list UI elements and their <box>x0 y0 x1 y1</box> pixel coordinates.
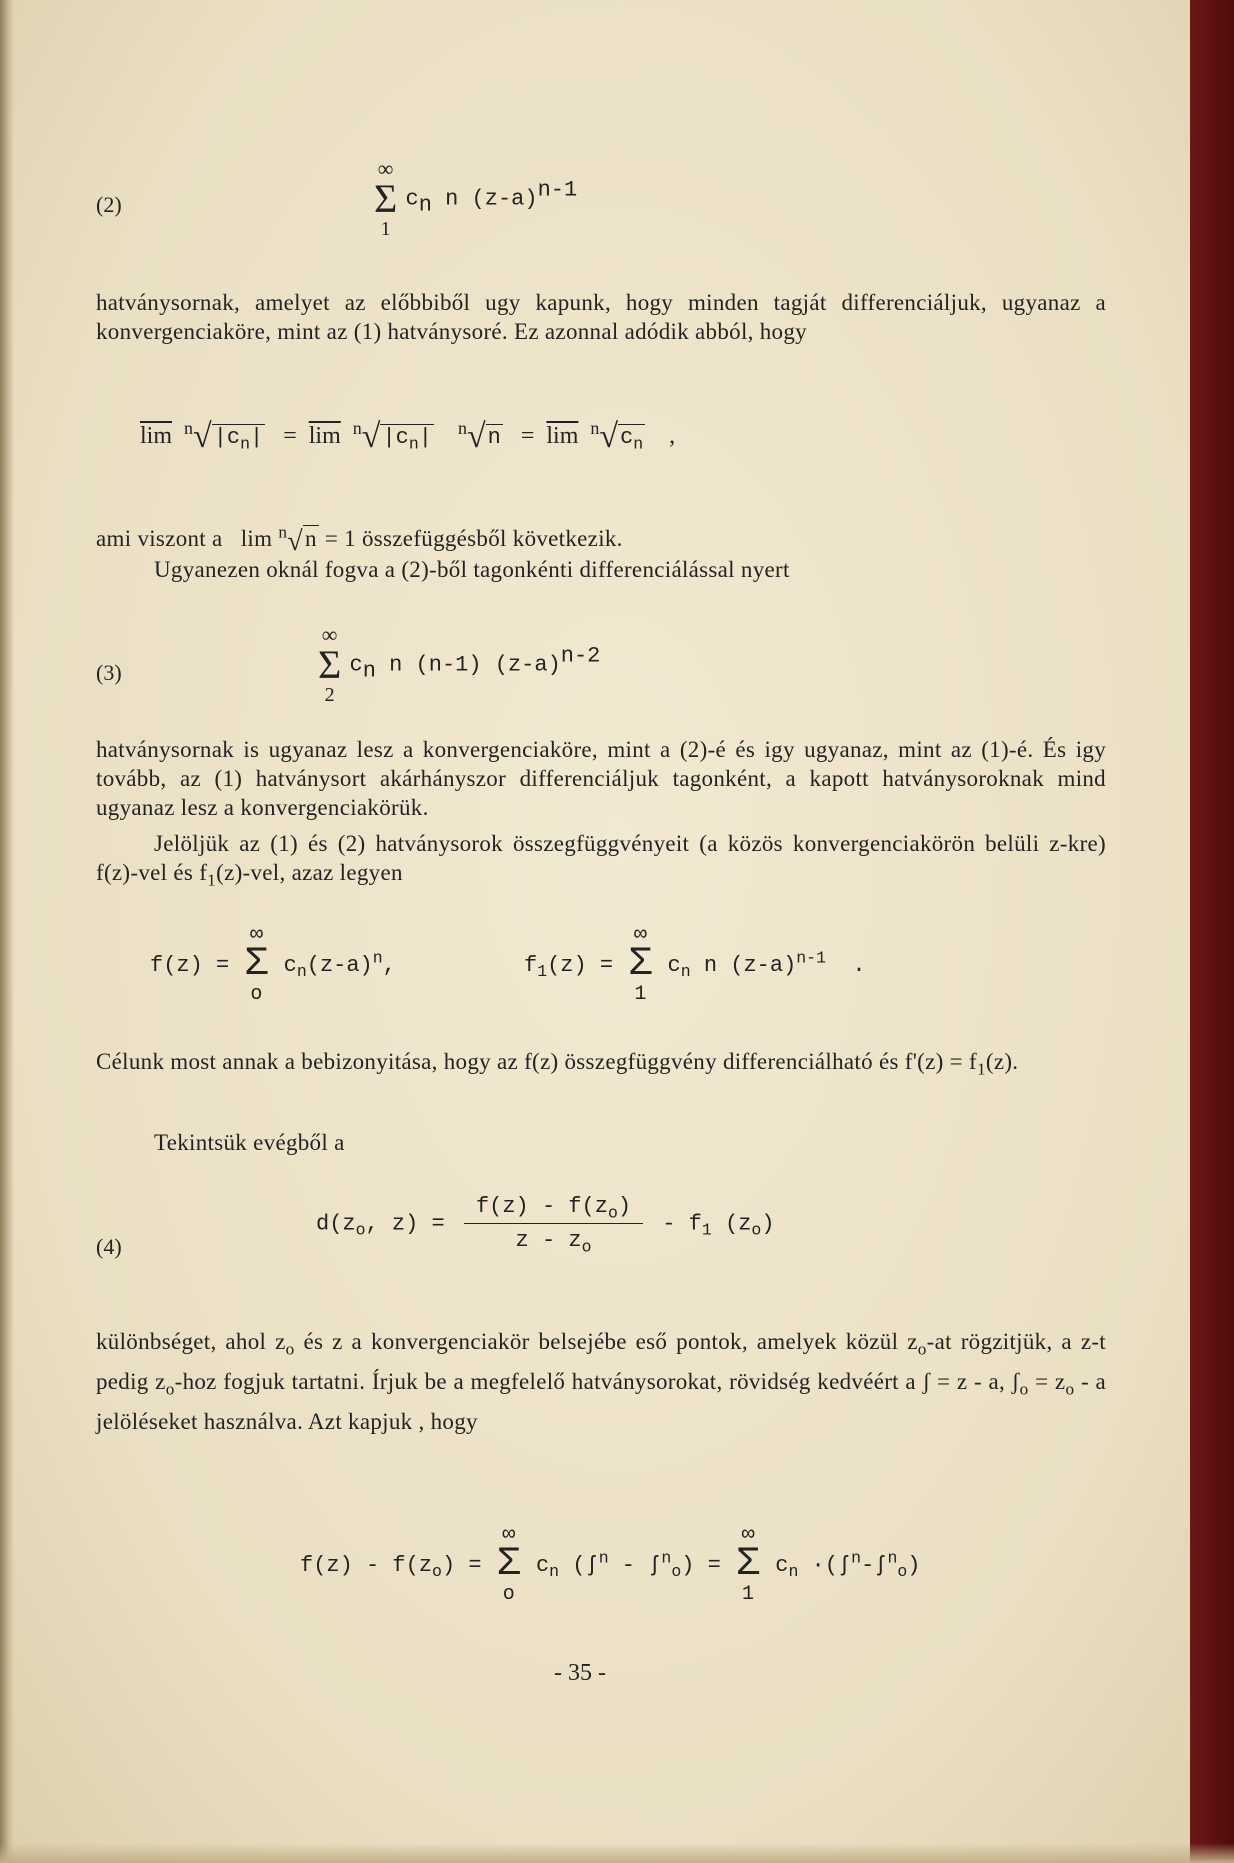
sigma-symbol: ∞ Σ 1 <box>628 922 653 1006</box>
sigma-symbol: ∞ Σ o <box>244 922 269 1006</box>
paragraph: Tekintsük evégből a <box>154 1130 345 1155</box>
root-sign-icon: √ <box>466 418 486 455</box>
book-spine-shadow <box>0 0 14 1863</box>
equation-2: ∞ Σ 1 $c_n$ n $(z-a)^{n-1}$ <box>374 156 578 240</box>
paragraph: Jelöljük az (1) és (2) hatványsorok összegfüggvényeit (a közös konvergenciakörön belüli z-kre) f(z)-vel és $f_1(z)$-vel, azaz legyen <box>96 831 1106 890</box>
equation-4: $d(z_o$, z) = $\frac{f(z) - f(z_o)}{z - z_o}$ - $f_1$ $(z_o)$ <box>316 1194 775 1257</box>
limit-equation: $\overline{lim}$ $^n√|c_n|$ = $\overline{lim}$ $^n√|c_n|$ $^n$√n = $\overline{lim}$ $^n√c_n$ , <box>140 418 676 455</box>
sigma-symbol: ∞ Σ 2 <box>318 622 342 706</box>
equation-3: ∞ Σ 2 $c_n$ n (n-1) $(z-a)^{n-2}$ <box>318 622 601 706</box>
bottom-edge-shadow <box>0 1843 1234 1863</box>
sigma-symbol: ∞ Σ o <box>496 1522 521 1606</box>
series-difference-equation: $f(z) - f(z_o)$ = ∞ Σ o $c_n$ (ʃ$^n$ - ʃ$^n_o$) = ∞ Σ 1 $c_n$ ·(ʃ$^n$-ʃ$^n_o$) <box>300 1522 921 1606</box>
paragraph: hatványsornak, amelyet az előbbiből ugy kapunk, hogy minden tagját differenciáljuk, ugyanaz a konvergenciaköre, mint az (1) hatványsoré. Ez azonnal adódik abból, hogy <box>96 290 1106 344</box>
root-sign-icon: √ <box>287 526 303 557</box>
difference-quotient: $\frac{f(z) - f(z_o)}{z - z_o}$ <box>464 1194 643 1253</box>
equation-number-3: (3) <box>96 660 122 685</box>
root-sign-icon: √ <box>193 418 212 455</box>
f1z-definition: $f_1(z)$ = ∞ Σ 1 $c_n$ n $(z-a)^{n-1}$ . <box>524 922 866 1006</box>
paragraph: hatványsornak is ugyanaz lesz a konvergenciaköre, mint a (2)-é és igy ugyanaz, mint az (1)-é. És igy tovább, az (1) hatványsort akárhányszor differenciáljuk tagonként, a kapott hatványsoroknak mind ugyanaz lesz a konvergenciakörük. <box>96 737 1106 820</box>
root-sign-icon: √ <box>599 418 619 455</box>
sigma-symbol: ∞ Σ 1 <box>374 156 398 240</box>
fz-definition: f(z) = ∞ Σ o $c_n(z-a)^n$, <box>150 922 396 1006</box>
sigma-symbol: ∞ Σ 1 <box>736 1522 761 1606</box>
right-edge-strip <box>1190 0 1234 1863</box>
root-sign-icon: √ <box>361 418 381 455</box>
paragraph: ami viszont a lim $^n$√n = 1 összefüggésből következik. <box>96 522 623 557</box>
page-number: - 35 - <box>554 1660 606 1686</box>
paragraph: Ugyanezen oknál fogva a (2)-ből tagonkénti differenciálással nyert <box>154 557 790 582</box>
paragraph: különbséget, ahol $z_o$ és z a konvergenciakör belsejébe eső pontok, amelyek közül $z_o-at$ rögzitjük, a z-t pedig $z_o$-hoz fogjuk tartatni. Írjuk be a megfelelő hatványsorokat, rövidség kedvéért a ʃ = z - a, ʃ$_o$ = $z_o$ - a jelöléseket használva. Azt kapjuk , hogy <box>96 1329 1106 1434</box>
equation-number-4: (4) <box>96 1234 122 1259</box>
paragraph: Célunk most annak a bebizonyitása, hogy az f(z) összegfüggvény differenciálható és $f'(z) = f_1(z)$. <box>96 1049 1019 1079</box>
equation-number-2: (2) <box>96 192 122 217</box>
